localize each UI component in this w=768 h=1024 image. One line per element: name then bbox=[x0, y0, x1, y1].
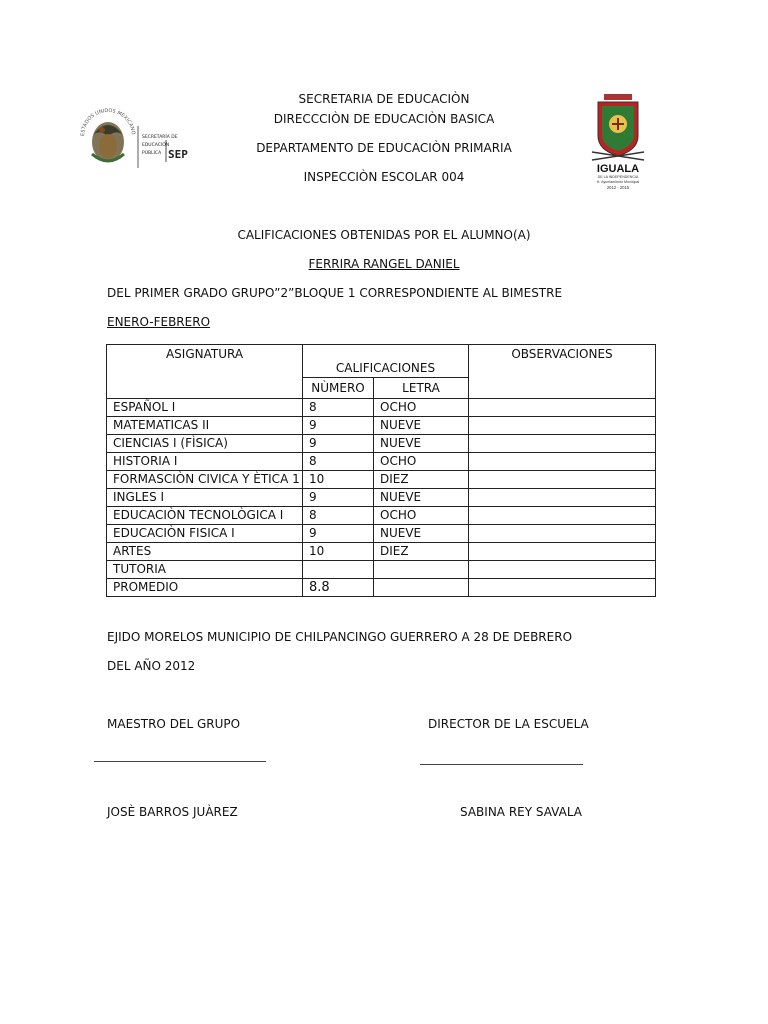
grade-group-line: DEL PRIMER GRADO GRUPO”2”BLOQUE 1 CORRESPONDIENTE AL BIMESTRE bbox=[107, 286, 563, 300]
letter-cell: OCHO bbox=[374, 507, 469, 525]
number-cell: 9 bbox=[303, 489, 374, 507]
subject-cell: INGLES I bbox=[107, 489, 303, 507]
average-value: 8.8 bbox=[303, 579, 374, 597]
grades-table bbox=[106, 344, 656, 597]
report-title: CALIFICACIONES OBTENIDAS POR EL ALUMNO(A) bbox=[237, 228, 531, 242]
teacher-signature-line bbox=[94, 761, 266, 762]
observation-cell bbox=[469, 525, 656, 543]
number-cell: 9 bbox=[303, 525, 374, 543]
svg-text:SEP: SEP bbox=[168, 148, 188, 161]
observation-cell bbox=[469, 543, 656, 561]
svg-text:DE LA INDEPENDENCIA: DE LA INDEPENDENCIA bbox=[597, 175, 639, 179]
table-row bbox=[107, 435, 656, 453]
letter-cell: NUEVE bbox=[374, 489, 469, 507]
table-row bbox=[107, 471, 656, 489]
svg-text:H. Ayuntamiento Municipal: H. Ayuntamiento Municipal bbox=[596, 180, 640, 184]
svg-text:PÚBLICA: PÚBLICA bbox=[142, 151, 162, 156]
subject-cell: EDUCACIÒN TECNOLÒGICA I bbox=[107, 507, 303, 525]
table-row bbox=[107, 507, 656, 525]
subject-cell: FORMASCIÒN CIVICA Y ÈTICA 1 bbox=[107, 471, 303, 489]
svg-text:2012 - 2015: 2012 - 2015 bbox=[606, 185, 630, 190]
observation-cell bbox=[469, 471, 656, 489]
svg-text:IGUALA: IGUALA bbox=[596, 163, 640, 175]
number-cell: 8 bbox=[303, 399, 374, 417]
subject-cell: EDUCACIÒN FISICA I bbox=[107, 525, 303, 543]
letter-cell: OCHO bbox=[374, 399, 469, 417]
subject-cell: ARTES bbox=[107, 543, 303, 561]
observation-cell bbox=[469, 507, 656, 525]
director-name: SABINA REY SAVALA bbox=[460, 805, 582, 819]
svg-text:ESTADOS UNIDOS MEXICANOS: ESTADOS UNIDOS MEXICANO bbox=[79, 107, 137, 137]
table-row bbox=[107, 453, 656, 471]
director-signature-line bbox=[420, 764, 583, 765]
subject-cell: HISTORIA I bbox=[107, 453, 303, 471]
iguala-logo bbox=[590, 90, 646, 192]
col-header-letter: LETRA bbox=[374, 378, 469, 399]
table-row bbox=[107, 417, 656, 435]
subject-cell: TUTORIA bbox=[107, 561, 303, 579]
observation-cell bbox=[469, 417, 656, 435]
student-name: FERRIRA RANGEL DANIEL bbox=[308, 257, 460, 271]
letter-cell: DIEZ bbox=[374, 471, 469, 489]
subject-cell: MATEMATICAS II bbox=[107, 417, 303, 435]
table-row bbox=[107, 399, 656, 417]
teacher-name: JOSÈ BARROS JUÀREZ bbox=[107, 805, 238, 819]
letter-cell: NUEVE bbox=[374, 525, 469, 543]
average-label: PROMEDIO bbox=[107, 579, 303, 597]
number-cell: 10 bbox=[303, 543, 374, 561]
number-cell: 10 bbox=[303, 471, 374, 489]
table-row bbox=[107, 525, 656, 543]
number-cell: 8 bbox=[303, 507, 374, 525]
col-header-number: NÙMERO bbox=[303, 378, 374, 399]
director-role: DIRECTOR DE LA ESCUELA bbox=[428, 717, 589, 731]
header-secretaria: SECRETARIA DE EDUCACIÒN bbox=[298, 92, 470, 106]
number-cell: 9 bbox=[303, 417, 374, 435]
subject-cell: ESPAÑOL I bbox=[107, 399, 303, 417]
number-cell: 9 bbox=[303, 435, 374, 453]
header-direccion: DIRECCCIÒN DE EDUCACIÒN BASICA bbox=[273, 112, 495, 126]
number-cell bbox=[303, 561, 374, 579]
table-row bbox=[107, 543, 656, 561]
col-header-subject: ASIGNATURA bbox=[107, 345, 303, 399]
table-row bbox=[107, 489, 656, 507]
average-row bbox=[107, 579, 656, 597]
observation-cell bbox=[469, 561, 656, 579]
place-date-line: EJIDO MORELOS MUNICIPIO DE CHILPANCINGO GUERRERO A 28 DE DEBRERO bbox=[107, 630, 573, 644]
observation-cell bbox=[469, 453, 656, 471]
sep-logo bbox=[78, 96, 188, 176]
table-row bbox=[107, 561, 656, 579]
letter-cell: DIEZ bbox=[374, 543, 469, 561]
letter-cell: OCHO bbox=[374, 453, 469, 471]
average-observation-cell bbox=[469, 579, 656, 597]
observation-cell bbox=[469, 435, 656, 453]
teacher-role: MAESTRO DEL GRUPO bbox=[107, 717, 241, 731]
col-header-grades: CALIFICACIONES bbox=[303, 345, 469, 378]
letter-cell bbox=[374, 561, 469, 579]
average-letter-cell bbox=[374, 579, 469, 597]
svg-text:SECRETARÍA DE: SECRETARÍA DE bbox=[142, 135, 178, 140]
period: ENERO-FEBRERO bbox=[107, 315, 211, 329]
letter-cell: NUEVE bbox=[374, 435, 469, 453]
observation-cell bbox=[469, 399, 656, 417]
observation-cell bbox=[469, 489, 656, 507]
letter-cell: NUEVE bbox=[374, 417, 469, 435]
subject-cell: CIENCIAS I (FÌSICA) bbox=[107, 435, 303, 453]
header-departamento: DEPARTAMENTO DE EDUCACIÒN PRIMARIA bbox=[256, 141, 512, 155]
col-header-observations: OBSERVACIONES bbox=[469, 345, 656, 399]
svg-text:EDUCACIÓN: EDUCACIÓN bbox=[142, 143, 170, 148]
number-cell: 8 bbox=[303, 453, 374, 471]
header-inspeccion: INSPECCIÒN ESCOLAR 004 bbox=[303, 170, 465, 184]
year-line: DEL AÑO 2012 bbox=[107, 659, 196, 673]
